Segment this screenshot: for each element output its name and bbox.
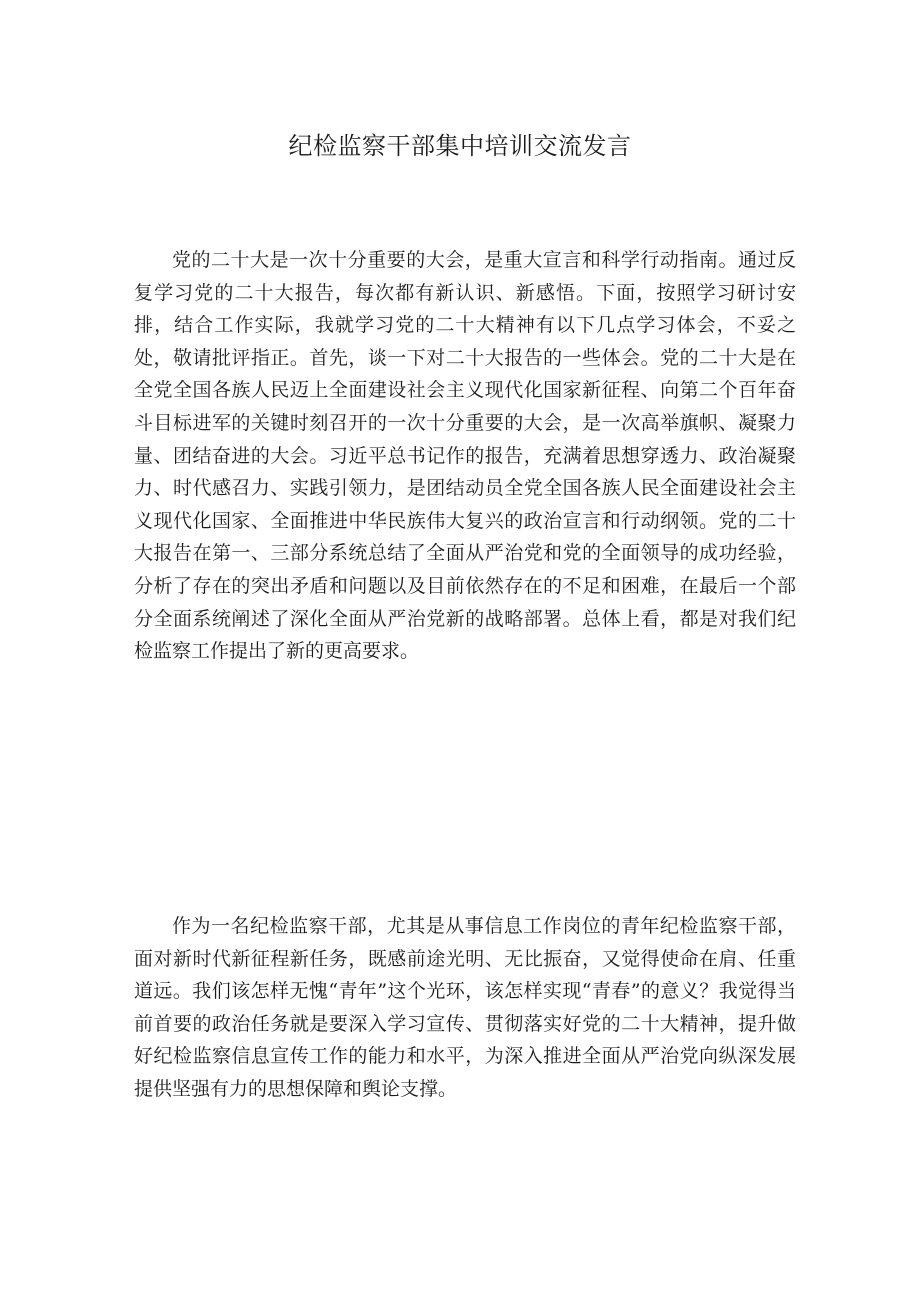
paragraph-2: 作为一名纪检监察干部，尤其是从事信息工作岗位的青年纪检监察干部，面对新时代新征程新任务，既感前途光明、无比振奋，又觉得使命在肩、任重道远。我们该怎样无愧“青年”这个光环，该怎样实现“青春”的意义？我觉得当前首要的政治任务就是要深入学习宣传、贯彻落实好党的二十大精神，提升做好纪检监察信息宣传工作的能力和水平，为深入推进全面从严治党向纵深发展提供坚强有力的思想保障和舆论支撑。 [134, 915, 796, 1100]
paragraph-1: 党的二十大是一次十分重要的大会，是重大宣言和科学行动指南。通过反复学习党的二十大报告，每次都有新认识、新感悟。下面，按照学习研讨安排，结合工作实际，我就学习党的二十大精神有以下几点学习体会，不妥之处，敬请批评指正。首先，谈一下对二十大报告的一些体会。党的二十大是在全党全国各族人民迈上全面建设社会主义现代化国家新征程、向第二个百年奋斗目标进军的关键时刻召开的一次十分重要的大会，是一次高举旗帜、凝聚力量、团结奋进的大会。习近平总书记作的报告，充满着思想穿透力、政治凝聚力、时代感召力、实践引领力，是团结动员全党全国各族人民全面建设社会主义现代化国家、全面推进中华民族伟大复兴的政治宣言和行动纲领。党的二十大报告在第一、三部分系统总结了全面从严治党和党的全面领导的成功经验，分析了存在的突出矛盾和问题以及目前依然存在的不足和困难，在最后一个部分全面系统阐述了深化全面从严治党新的战略部署。总体上看，都是对我们纪检监察工作提出了新的更高要求。 [134, 249, 796, 663]
document-title: 纪检监察干部集中培训交流发言 [288, 132, 632, 160]
